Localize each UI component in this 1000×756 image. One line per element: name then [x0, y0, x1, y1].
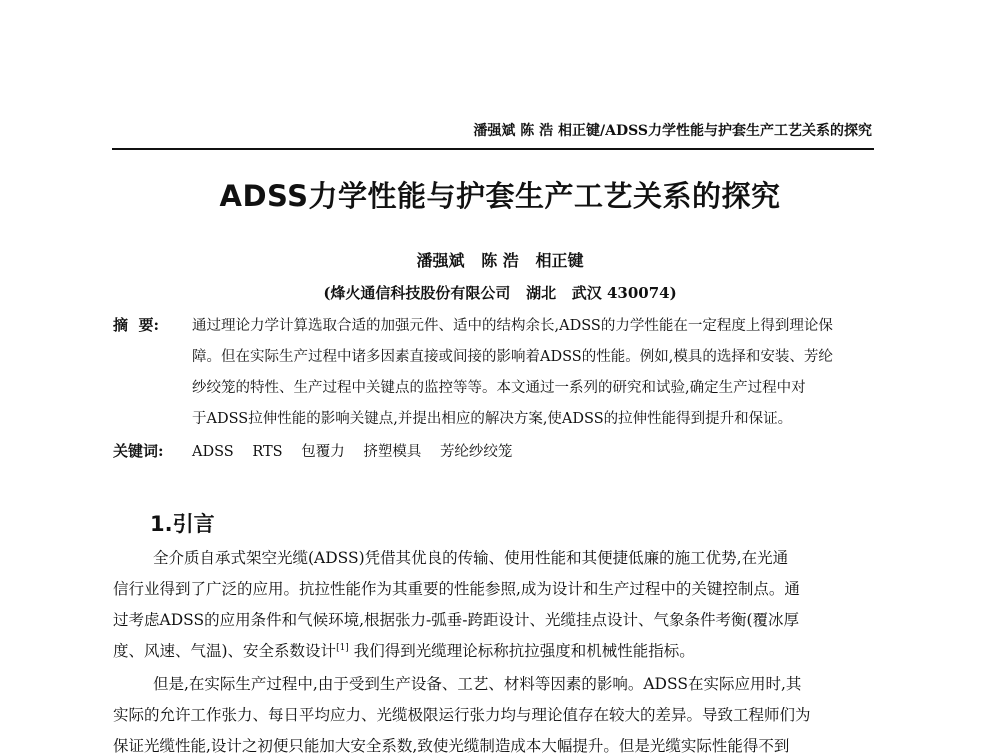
body-line: 实际的允许工作张力、每日平均应力、光缆极限运行张力均与理论值存在较大的差异。导致工程师们为 — [113, 706, 811, 724]
abstract-label: 摘 要: — [113, 316, 159, 334]
author-list: 潘强斌 陈 浩 相正键 — [416, 251, 584, 270]
section-heading: 1.引言 — [150, 512, 215, 536]
keyword: RTS — [252, 444, 283, 460]
header-rule — [112, 148, 874, 150]
abstract-line: 障。但在实际生产过程中诸多因素直接或间接的影响着ADSS的性能。例如,模具的选择和安装、芳纶 — [192, 349, 833, 365]
abstract-line: 于ADSS拉伸性能的影响关键点,并提出相应的解决方案,使ADSS的拉伸性能得到提升和保证。 — [192, 411, 793, 427]
keyword: 包覆力 — [301, 444, 345, 460]
body-text: 度、风速、气温)、安全系数设计 — [113, 642, 337, 660]
keyword: 挤塑模具 — [363, 444, 422, 460]
keywords-list — [192, 440, 526, 461]
body-text: 我们得到光缆理论标称抗拉强度和机械性能指标。 — [353, 642, 695, 660]
running-header: 潘强斌 陈 浩 相正键/ADSS力学性能与护套生产工艺关系的探究 — [473, 123, 872, 139]
body-line: 但是,在实际生产过程中,由于受到生产设备、工艺、材料等因素的影响。ADSS在实际应用时,其 — [153, 675, 802, 693]
keyword: 芳纶纱绞笼 — [439, 444, 513, 460]
paper-title: ADSS力学性能与护套生产工艺关系的探究 — [219, 179, 781, 213]
abstract-line: 通过理论力学计算选取合适的加强元件、适中的结构余长,ADSS的力学性能在一定程度上得到理论保 — [192, 318, 833, 334]
body-line: 过考虑ADSS的应用条件和气候环境,根据张力-弧垂-跨距设计、光缆挂点设计、气象条件考衡(覆冰厚 — [113, 611, 800, 629]
body-line — [113, 639, 695, 661]
keywords-label: 关键词: — [113, 442, 164, 460]
keyword: ADSS — [192, 444, 234, 460]
body-line: 全介质自承式架空光缆(ADSS)凭借其优良的传输、使用性能和其便捷低廉的施工优势,在光通 — [153, 549, 789, 567]
citation: [1] — [336, 642, 349, 653]
body-line: 信行业得到了广泛的应用。抗拉性能作为其重要的性能参照,成为设计和生产过程中的关键控制点。通 — [113, 580, 800, 598]
affiliation: (烽火通信科技股份有限公司 湖北 武汉 430074) — [323, 284, 677, 302]
body-line: 保证光缆性能,设计之初便只能加大安全系数,致使光缆制造成本大幅提升。但是光缆实际性能得不到 — [113, 737, 790, 755]
abstract-line: 纱绞笼的特性、生产过程中关键点的监控等等。本文通过一系列的研究和试验,确定生产过程中对 — [192, 380, 806, 396]
